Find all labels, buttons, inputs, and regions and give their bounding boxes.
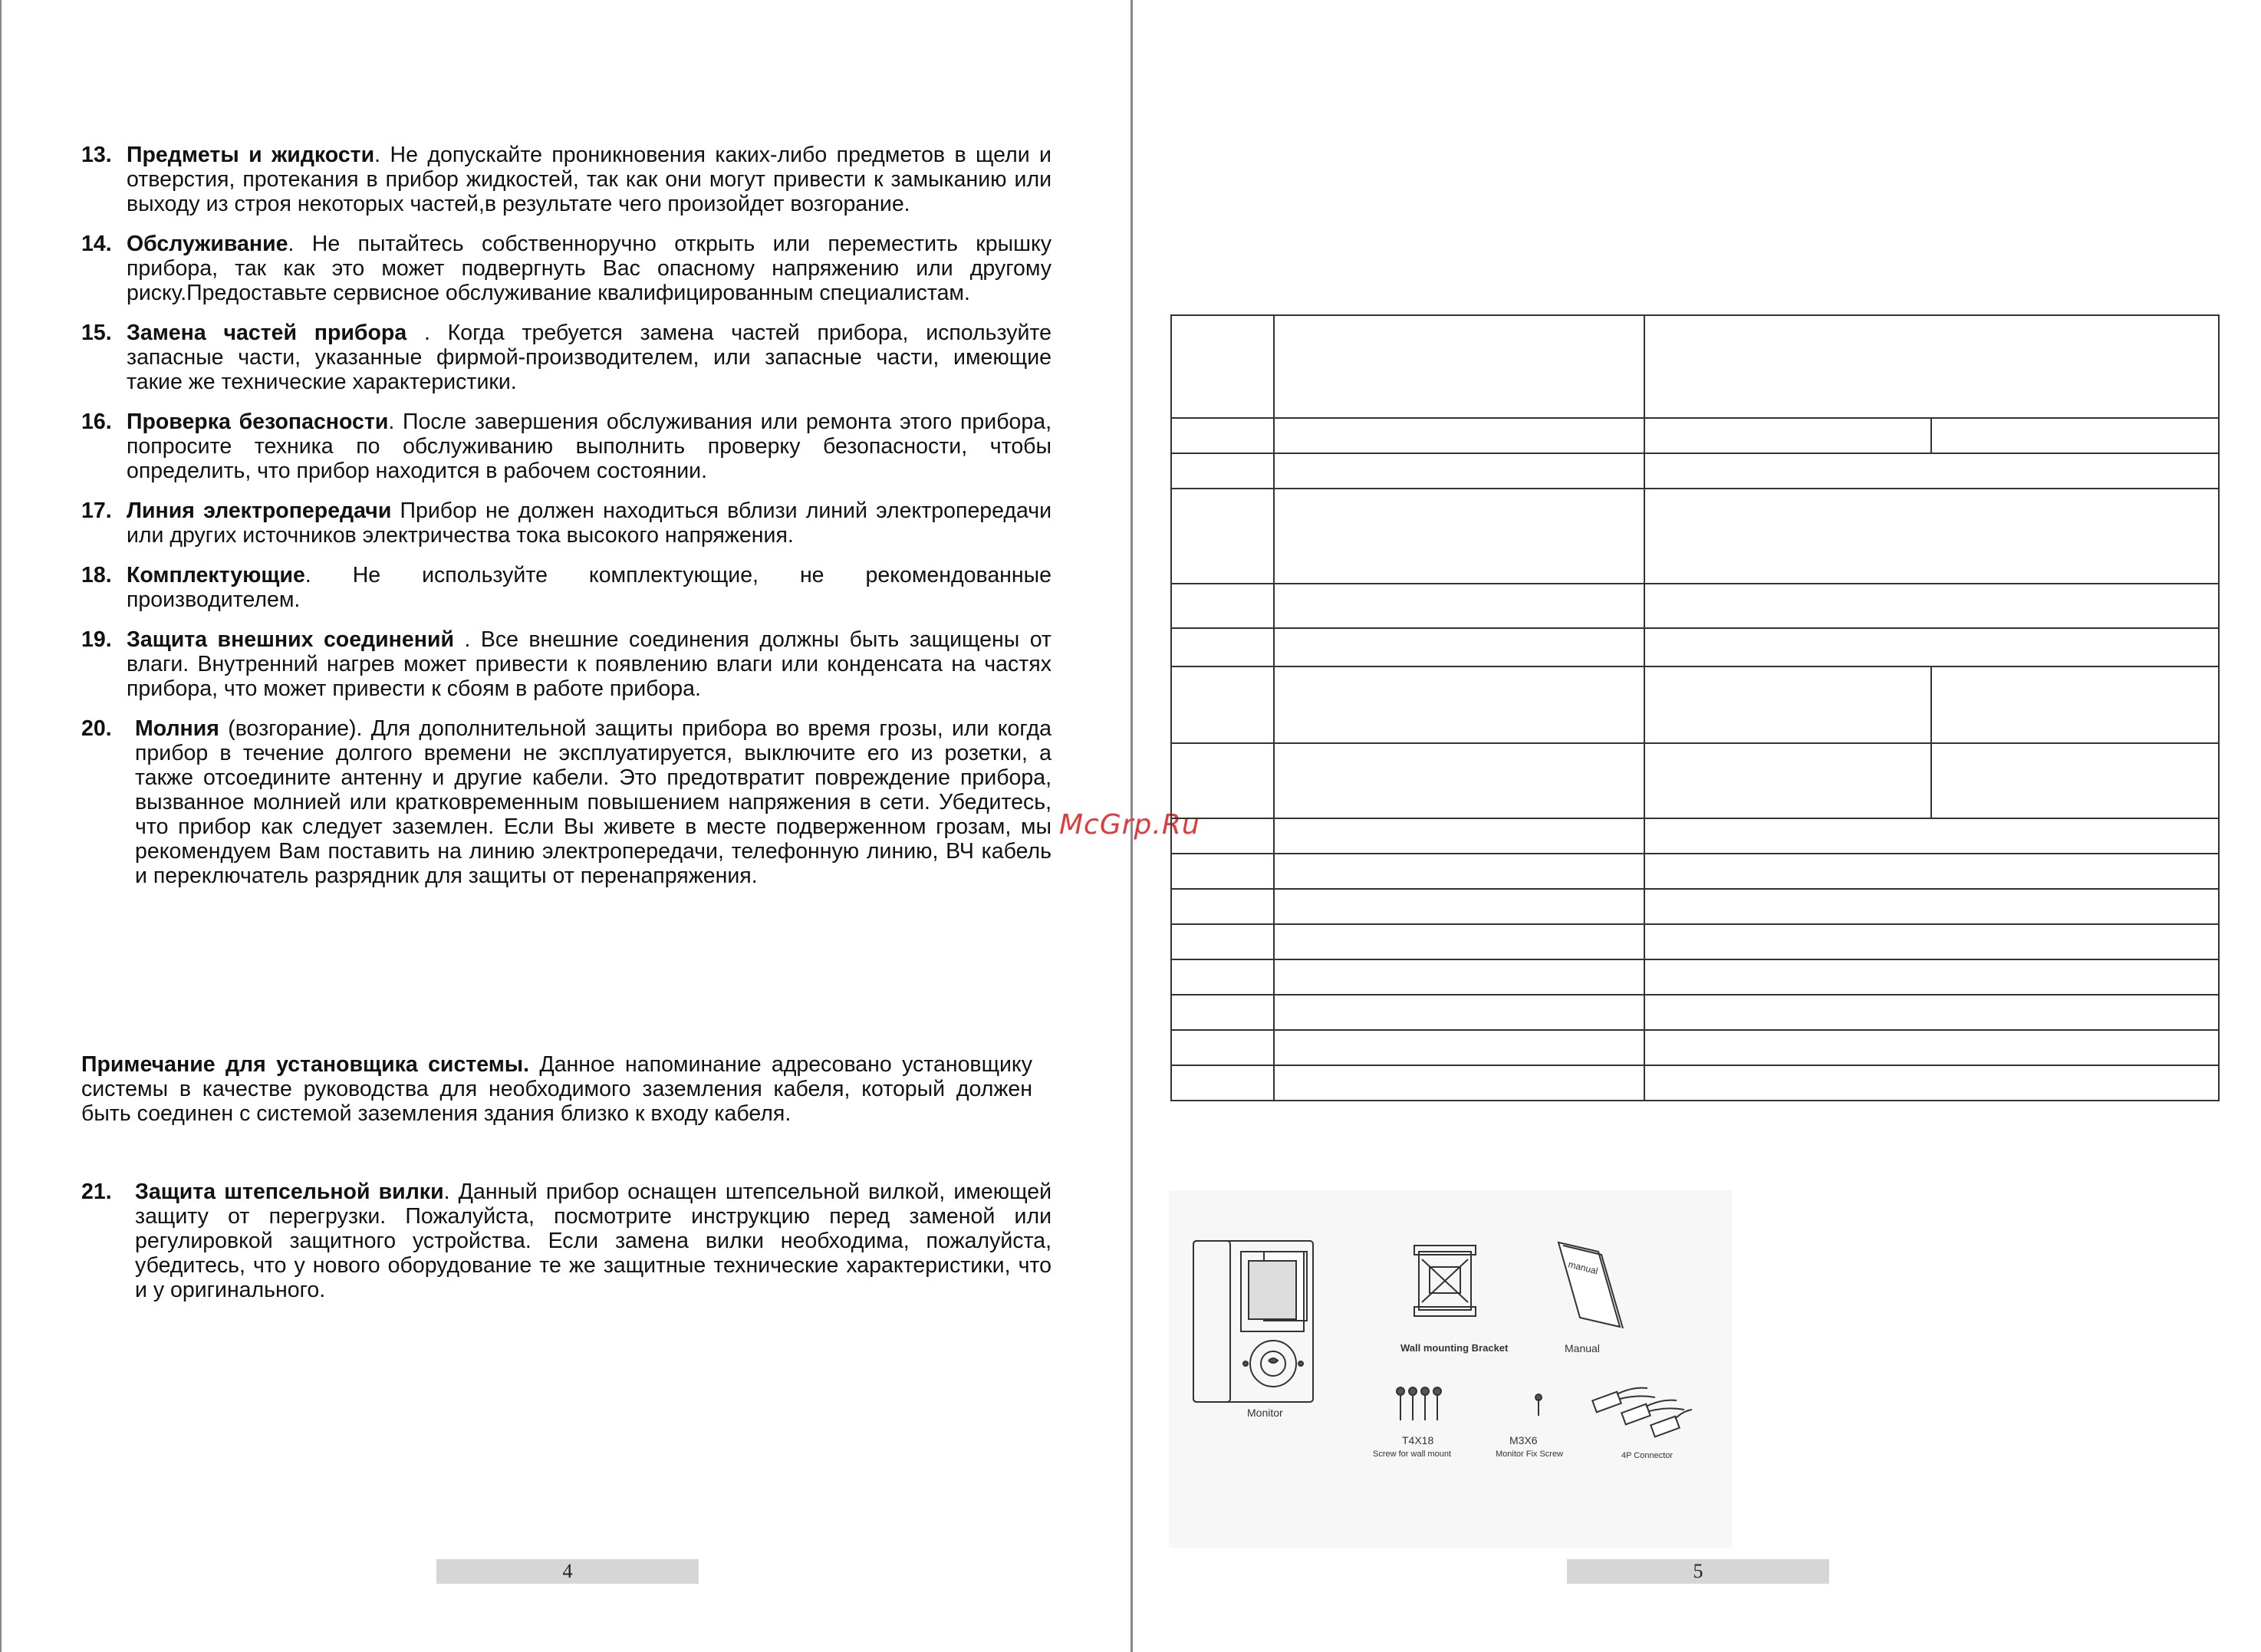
page-number: 5 bbox=[1567, 1559, 1829, 1584]
screw-t4-description: Screw for wall mount bbox=[1373, 1450, 1452, 1459]
item-title: Обслуживание bbox=[127, 232, 288, 256]
specification-table bbox=[1170, 314, 2220, 1101]
monitor-caption: Monitor bbox=[1247, 1407, 1283, 1419]
list-item bbox=[81, 1180, 1052, 1302]
note-text: Данное напоминание адресовано установщику системы в качестве руководства для необходимого заземления кабеля, который должен быть соединен с системой заземления здания близко к входу кабеля. bbox=[81, 1052, 1032, 1126]
manual-caption: Manual bbox=[1565, 1342, 1600, 1354]
bracket-drawing bbox=[1414, 1246, 1476, 1316]
list-item bbox=[81, 563, 1052, 612]
item-title: Комплектующие bbox=[127, 563, 305, 587]
list-item bbox=[81, 627, 1052, 701]
table-row bbox=[1171, 1030, 2219, 1065]
left-page bbox=[0, 0, 1130, 1652]
list-item bbox=[81, 499, 1052, 548]
installer-note bbox=[81, 1052, 1032, 1126]
item-title: Проверка безопасности bbox=[127, 410, 389, 434]
item-text: . Данный прибор оснащен штепсельной вилкой, имеющей защиту от перегрузки. Пожалуйста, посмотрите инструкцию перед заменой или регулировкой защитного устройства. Если замена вилки необходима, пожалуйста, убедитесь, что у нового оборудование те же защитные технические характеристики, что и у оригинального. bbox=[135, 1180, 1052, 1302]
table-row bbox=[1171, 1065, 2219, 1101]
item-number: 18. bbox=[81, 563, 112, 587]
list-item bbox=[81, 716, 1052, 888]
table-row bbox=[1171, 666, 2219, 743]
connector-drawing bbox=[1592, 1388, 1692, 1437]
table-row bbox=[1171, 924, 2219, 959]
item-number: 15. bbox=[81, 321, 112, 345]
monitor-drawing bbox=[1193, 1241, 1313, 1402]
item-number: 13. bbox=[81, 143, 112, 167]
item-title: Молния bbox=[135, 716, 219, 741]
list-item bbox=[81, 321, 1052, 394]
item-number: 19. bbox=[81, 627, 112, 652]
bracket-caption: Wall mounting Bracket bbox=[1400, 1342, 1509, 1354]
item-text: . Все внешние соединения должны быть защищены от влаги. Внутренний нагрев может привести к появлению влаги или конденсата на частях прибора, что может привести к сбоям в работе прибора. bbox=[127, 627, 1052, 701]
item-text: . Когда требуется замена частей прибора, используйте запасные части, указанные фирмой-производителем, или запасные части, имеющие такие же технические характеристики. bbox=[127, 321, 1052, 394]
list-item bbox=[81, 232, 1052, 305]
item-text: . После завершения обслуживания или ремонта этого прибора, попросите техника по обслуживанию выполнить проверку безопасности, чтобы определить, что прибор находится в рабочем состоянии. bbox=[127, 410, 1052, 483]
item-text: Прибор не должен находиться вблизи линий электропередачи или других источников электричества тока высокого напряжения. bbox=[127, 499, 1052, 548]
item-text: . Не пытайтесь собственноручно открыть или переместить крышку прибора, так как это может подвергнуть Вас опасному напряжению или другому риску.Предоставьте сервисное обслуживание квалифицированным специалистам. bbox=[127, 232, 1052, 305]
page-number: 4 bbox=[436, 1559, 699, 1584]
connector-caption: 4P Connector bbox=[1621, 1451, 1674, 1460]
item-title: Предметы и жидкости bbox=[127, 143, 375, 167]
item-title: Замена частей прибора bbox=[127, 321, 407, 345]
safety-items-list bbox=[81, 143, 1052, 903]
list-item bbox=[81, 143, 1052, 216]
item-title: Защита штепсельной вилки bbox=[135, 1180, 444, 1204]
item-number: 17. bbox=[81, 499, 112, 523]
item-text: . Не используйте комплектующие, не рекомендованные производителем. bbox=[127, 563, 1052, 612]
table-row bbox=[1171, 453, 2219, 489]
table-row bbox=[1171, 854, 2219, 889]
table-row bbox=[1171, 995, 2219, 1030]
table-row bbox=[1171, 628, 2219, 666]
item-number: 20. bbox=[81, 716, 112, 741]
watermark: McGrp.Ru bbox=[1059, 809, 1200, 841]
table-row bbox=[1171, 418, 2219, 453]
item-number: 14. bbox=[81, 232, 112, 256]
item-text: (возгорание). Для дополнительной защиты прибора во время грозы, или когда прибор в течение долгого времени не эксплуатируется, выключите его из розетки, а также отсоедините антенну и другие кабели. Это предотвратит повреждение прибора, вызванное молнией или кратковременным повышением напряжения в сети. Убедитесь, что прибор как следует заземлен. Если Вы живете в месте подверженном грозам, мы рекомендуем Вам поставить на линию электропередачи, телефонную линию, ВЧ кабель и переключатель разрядник для защиты от перенапряжения. bbox=[135, 716, 1052, 888]
screw-m3-description: Monitor Fix Screw bbox=[1496, 1450, 1564, 1459]
m3-screw-drawing bbox=[1535, 1394, 1542, 1416]
item-number: 16. bbox=[81, 410, 112, 434]
table-row bbox=[1171, 818, 2219, 854]
t4-screws-drawing bbox=[1397, 1387, 1441, 1420]
note-title: Примечание для установщика системы. bbox=[81, 1052, 530, 1077]
item-title: Линия электропередачи bbox=[127, 499, 392, 523]
item-number: 21. bbox=[81, 1180, 112, 1204]
list-item bbox=[81, 410, 1052, 483]
table-row bbox=[1171, 743, 2219, 818]
table-row bbox=[1171, 584, 2219, 628]
item-text: . Не допускайте проникновения каких-либо предметов в щели и отверстия, протекания в прибор жидкостей, так как они могут привести к замыканию или выходу из строя некоторых частей,в результате чего произойдет возгорание. bbox=[127, 143, 1052, 216]
screw-m3-caption: M3X6 bbox=[1509, 1434, 1538, 1446]
table-row bbox=[1171, 889, 2219, 924]
table-row bbox=[1171, 959, 2219, 995]
table-row bbox=[1171, 489, 2219, 584]
table-row bbox=[1171, 315, 2219, 418]
screw-t4-caption: T4X18 bbox=[1402, 1434, 1434, 1446]
manual-drawing bbox=[1558, 1242, 1623, 1328]
item-title: Защита внешних соединений bbox=[127, 627, 454, 652]
package-contents-drawing bbox=[1169, 1190, 1732, 1548]
manual-cover-label: manual bbox=[1567, 1259, 1599, 1277]
package-contents-figure bbox=[1169, 1190, 1732, 1548]
